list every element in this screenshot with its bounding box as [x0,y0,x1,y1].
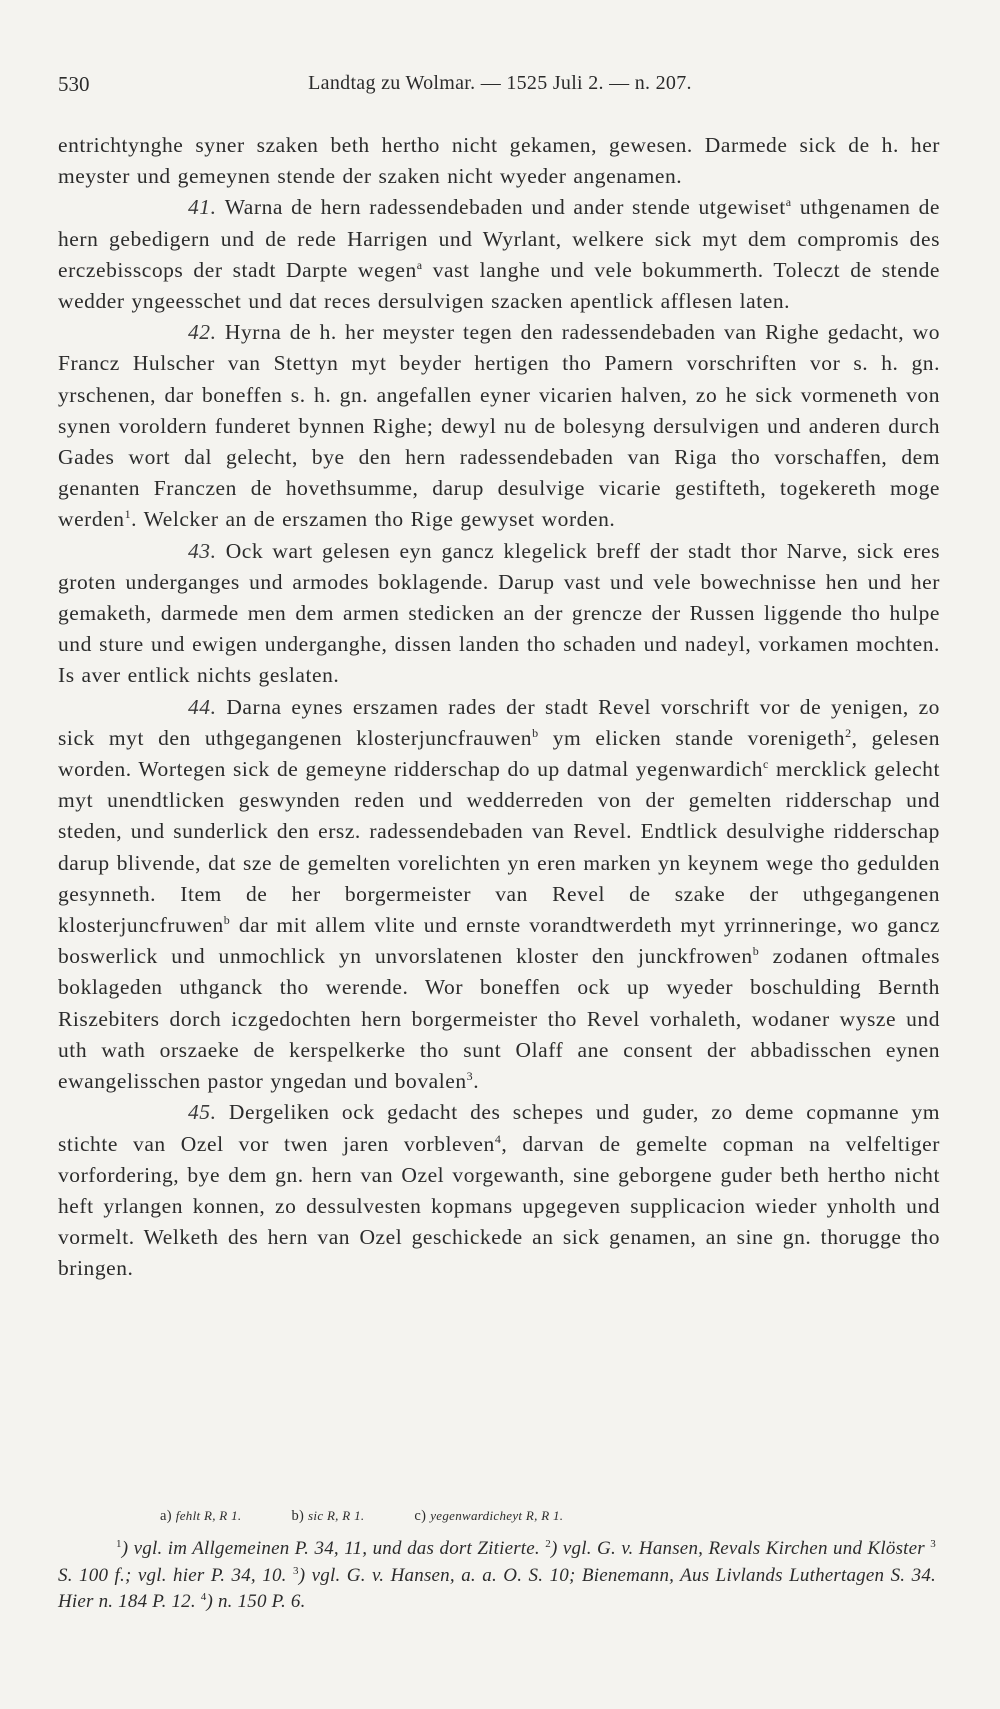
paragraph: entrichtynghe syner szaken beth hertho nicht gekamen, gewesen. Darmede sick de h. her meyster und gemeynen stende der szaken nicht wyeder angenamen. [58,133,940,189]
paragraph: 45. Dergeliken ock gedacht des schepes und guder, zo deme copmanne ym stichte van Ozel vor twen jaren vorbleven$^4$, darvan de gemelte copman na velfeltiger vorfordering, bye dem gn. hern van Ozel vorgewanth, sine geborgene guder beth hertho nicht heft yrlangen konnen, zo dessulvesten kopmans upgegeven supplicacion wieder ynholth und vormelt. Welketh des hern van Ozel geschickede an sick genamen, an sine gn. thorugge tho bringen. [58,1100,940,1281]
note-marker: 2 [845,725,852,740]
note-marker: b [223,913,231,928]
paragraph-number: 44. [188,694,227,719]
paragraph: 43. Ock wart gelesen eyn gancz klegelick breff der stadt thor Narve, sick eres groten underganges und armodes boklagende. Darup vast und vele bowechnisse hen und her gemaketh, darmede men dem armen stedicken an der grencze der Russen liggende tho hulpe und sture und ewigen underganghe, dissen landen tho schaden und nadeyl, vorkamen mochten. Is aver entlick nichts geslaten. [58,538,940,688]
note-marker: b [532,725,539,740]
page-header [58,72,942,100]
page-number: 530 [58,72,90,96]
note-marker: 1 [124,507,132,522]
running-title: Landtag zu Wolmar. — 1525 Juli 2. — n. 207. [308,72,692,94]
note-marker: 4 [494,1131,502,1146]
footnote-number: 4 [200,1591,207,1603]
footnote-block: $^1$) vgl. im Allgemeinen P. 34, 11, und das dort Zitierte. $^2$) vgl. G. v. Hansen, Revals Kirchen und Klöster $^3$ S. 100 f.; vgl. hier P. 34, 10. $^3$) vgl. G. v. Hansen, a. a. O. S. 10; Bienemann, Aus Livlands Luthertagen S. 34. Hier n. 184 P. 12. $^4$) n. 150 P. 6. [58,1538,936,1612]
variant-note: c) yegenwardicheyt R, R 1. [414,1508,564,1524]
variant-note: b) sic R, R 1. [291,1508,365,1524]
variant-notes [160,1508,613,1525]
footnotes [58,1536,936,1616]
paragraph: 44. Darna eynes erszamen rades der stadt Revel vorschrift vor de yenigen, zo sick myt den uthgegangenen klosterjuncfrauwen$^b$ ym elicken stande vorenigeth$^2$, gelesen worden. Wortegen sick de gemeyne ridderschap do up datmal yegenwardich$^c$ mercklick gelecht myt unendtlicken geswynden reden und wedderreden von der gemelten ridderschap und steden, und sunderlick den ersz. radessendebaden van Revel. Endtlick desulvighe ridderschap darup blivende, dat sze de gemelten vorelichten yn eren marken yn keynem wege tho gedulden gesynneth. Item de her borgermeister van Revel de szake der uthgegangenen klosterjuncfruwen$^b$ dar mit allem vlite und ernste vorandtwerdeth myt yrrinneringe, wo gancz boswerlick und unmochlick yn unvorslatenen kloster den junckfrowen$^b$ zodanen oftmales boklageden uthganck tho werende. Wor boneffen ock up wyeder boschulding Bernth Riszebiters dorch iczgedochten hern borgermeister tho Revel vorhaleth, wodaner wysze und uth wath orszaeke de kerspelkerke tho sunt Olaff ane consent der abbadisschen eynen ewangelisschen pastor yngedan und bovalen$^3$. [58,694,941,1094]
footnote-number: 3 [930,1538,936,1550]
body-text [58,130,940,1285]
paragraph: 42. Hyrna de h. her meyster tegen den radessendebaden van Righe gedacht, wo Francz Hulscher van Stettyn myt beyder hertigen tho Pamern vorschriften vor s. h. gn. yrschenen, dar boneffen s. h. gn. angefallen eyner vicarien halven, zo he sick vormeneth von synen voroldern funderet bynnen Righe; dewyl nu de bolesyng dersulvigen und anderen durch Gades wort dal gelecht, bye den hern radessendebaden van Riga tho vorschaffen, dem genanten Franczen de hovethsumme, darup desulvige vicarie gestifteth, togekereth moge werden$^1$. Welcker an de erszamen tho Rige gewyset worden. [58,320,940,532]
footnote-number: 3 [293,1564,299,1577]
note-marker: 3 [466,1069,474,1084]
paragraph: 41. Warna de hern radessendebaden und ander stende utgewiset$^a$ uthgenamen de hern gebedigern und de rede Harrigen und Wyrlant, welkere sick myt dem compromis des erczebisscops der stadt Darpte wegen$^a$ vast langhe und vele bokummerth. Toleczt de stende wedder yngeesschet und dat reces dersulvigen szacken apentlick afflesen laten. [58,195,940,314]
note-marker: c [763,757,769,772]
paragraph-number: 42. [188,320,225,345]
note-marker: a [785,195,792,210]
footnote-number: 1 [116,1538,122,1550]
variant-note: a) fehlt R, R 1. [160,1508,242,1524]
note-marker: a [416,257,423,272]
footnote-number: 2 [545,1538,551,1550]
paragraph-number: 41. [188,195,225,220]
note-marker: b [752,944,760,959]
paragraph-number: 45. [188,1100,229,1125]
paragraph-number: 43. [188,538,226,563]
